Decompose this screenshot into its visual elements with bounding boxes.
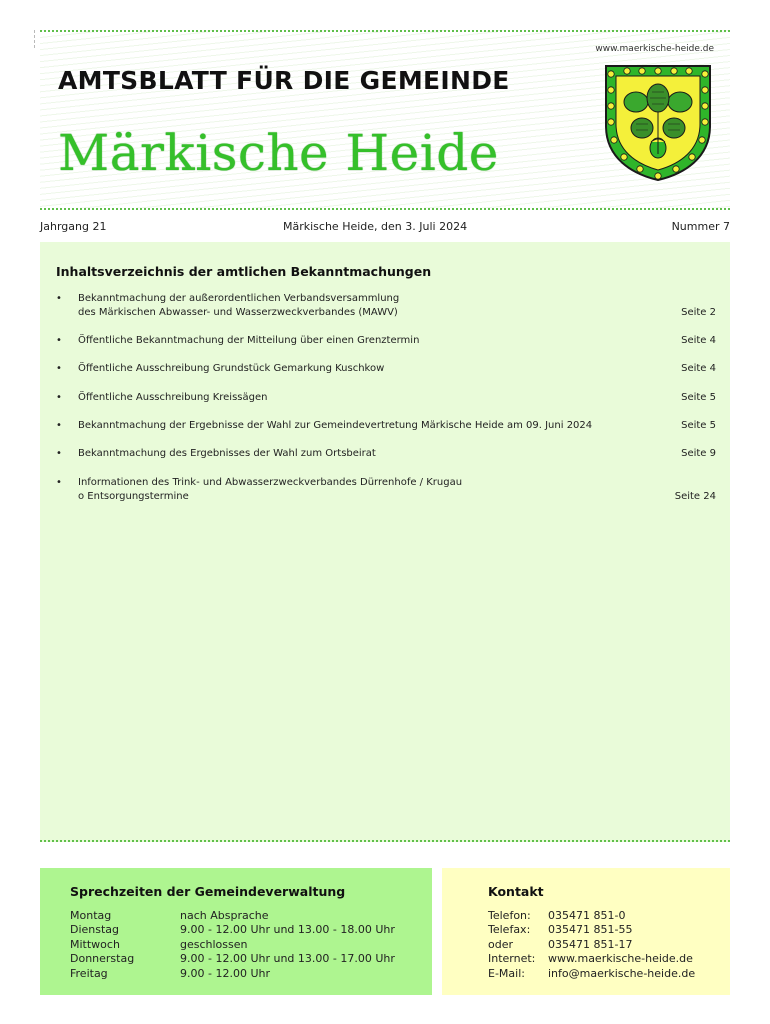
issue-number: Nummer 7 xyxy=(671,220,730,233)
toc-item-page: Seite 4 xyxy=(681,335,716,346)
issue-info-bar xyxy=(40,208,730,242)
hours-day: Montag xyxy=(70,909,112,922)
toc-item-text: Öffentliche Bekanntmachung der Mitteilung über einen Grenztermin xyxy=(78,335,420,346)
contact-label: Telefax: xyxy=(488,923,531,936)
hours-time: nach Absprache xyxy=(180,909,269,922)
website-link[interactable]: www.maerkische-heide.de xyxy=(548,952,693,965)
hours-day: Dienstag xyxy=(70,923,120,936)
masthead xyxy=(40,30,730,208)
toc-item-line: o Entsorgungstermine xyxy=(78,491,189,502)
crop-mark xyxy=(34,30,37,48)
municipality-name: Märkische Heide xyxy=(58,124,499,182)
toc-item-page: Seite 5 xyxy=(681,420,716,431)
bullet-icon: • xyxy=(56,363,62,374)
place-date: Märkische Heide, den 3. Juli 2024 xyxy=(283,220,468,233)
office-hours-panel xyxy=(40,868,432,995)
toc-item-page: Seite 5 xyxy=(681,392,716,403)
contact-label: Internet: xyxy=(488,952,536,965)
contact-title: Kontakt xyxy=(488,884,544,899)
toc-title: Inhaltsverzeichnis der amtlichen Bekanntmachungen xyxy=(56,264,432,279)
hours-day: Donnerstag xyxy=(70,952,135,965)
toc-item-text: Bekanntmachung der Ergebnisse der Wahl zur Gemeindevertretung Märkische Heide am 09. Juni 2024 xyxy=(78,420,593,431)
fax-number[interactable]: 035471 851-55 xyxy=(548,923,633,936)
volume-label: Jahrgang 21 xyxy=(40,220,107,233)
bullet-icon: • xyxy=(56,477,62,488)
hours-time: 9.00 - 12.00 Uhr und 13.00 - 18.00 Uhr xyxy=(180,923,395,936)
bullet-icon: • xyxy=(56,335,62,346)
contact-panel xyxy=(442,868,730,995)
toc-item-text: Öffentliche Ausschreibung Grundstück Gemarkung Kuschkow xyxy=(78,363,385,374)
toc-item-text: Öffentliche Ausschreibung Kreissägen xyxy=(78,392,268,403)
toc-item-page: Seite 24 xyxy=(674,491,716,502)
bullet-icon: • xyxy=(56,392,62,403)
hours-day: Mittwoch xyxy=(70,938,120,951)
toc-item-line: Informationen des Trink- und Abwasserzweckverbandes Dürrenhofe / Krugau xyxy=(78,477,463,488)
hours-time: geschlossen xyxy=(180,938,248,951)
bullet-icon: • xyxy=(56,448,62,459)
bullet-icon: • xyxy=(56,293,62,304)
toc-item-line: Bekanntmachung der außerordentlichen Verbandsversammlung xyxy=(78,293,400,304)
gazette-title: AMTSBLATT FÜR DIE GEMEINDE xyxy=(58,66,510,95)
bullet-icon: • xyxy=(56,420,62,431)
contact-label: E-Mail: xyxy=(488,967,525,980)
hours-time: 9.00 - 12.00 Uhr xyxy=(180,967,270,980)
email-link[interactable]: info@maerkische-heide.de xyxy=(548,967,696,980)
toc-item-text xyxy=(78,476,618,504)
fax-number-alt[interactable]: 035471 851-17 xyxy=(548,938,633,951)
toc-item-page: Seite 4 xyxy=(681,363,716,374)
contact-label: oder xyxy=(488,938,514,951)
office-hours-title: Sprechzeiten der Gemeindeverwaltung xyxy=(70,884,346,899)
website-url[interactable]: www.maerkische-heide.de xyxy=(595,44,714,54)
toc-item-page: Seite 9 xyxy=(681,448,716,459)
table-of-contents xyxy=(40,242,730,842)
hours-time: 9.00 - 12.00 Uhr und 13.00 - 17.00 Uhr xyxy=(180,952,395,965)
toc-item-line: des Märkischen Abwasser- und Wasserzweckverbandes (MAWV) xyxy=(78,307,398,318)
hours-day: Freitag xyxy=(70,967,108,980)
contact-label: Telefon: xyxy=(488,909,531,922)
coat-of-arms-icon xyxy=(602,62,714,182)
phone-number[interactable]: 035471 851-0 xyxy=(548,909,626,922)
toc-item-page: Seite 2 xyxy=(681,307,716,318)
toc-item-text xyxy=(78,292,618,320)
toc-item-text: Bekanntmachung des Ergebnisses der Wahl zum Ortsbeirat xyxy=(78,448,376,459)
